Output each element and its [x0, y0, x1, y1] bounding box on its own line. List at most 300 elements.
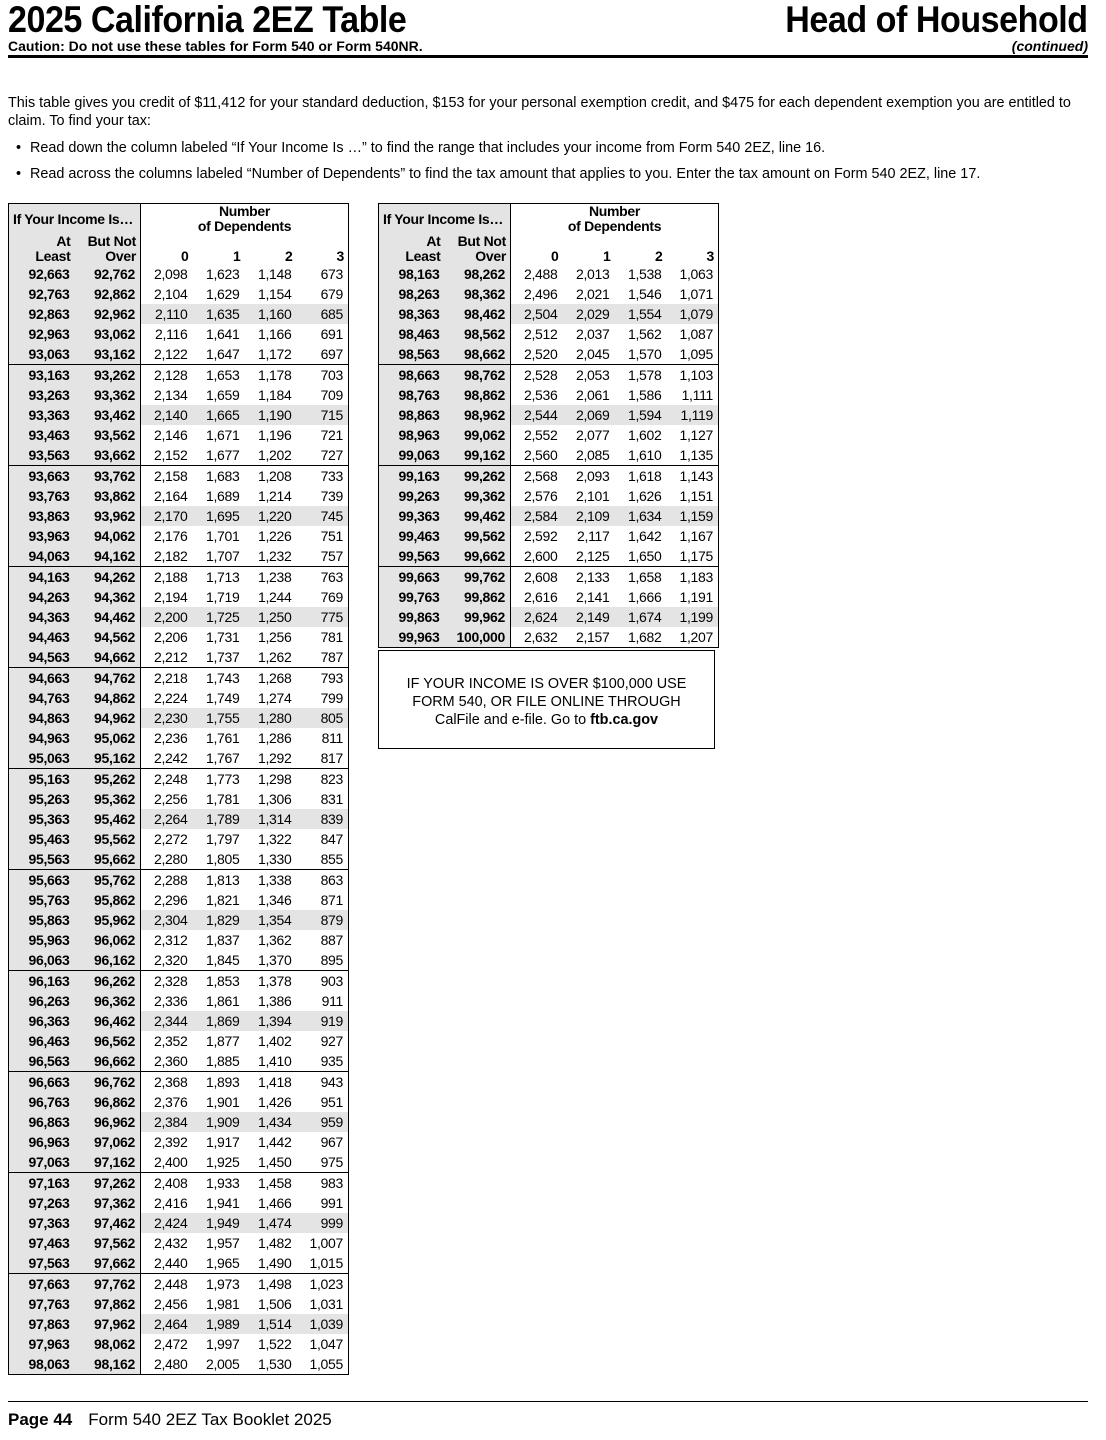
but-not-over-line2: Over	[475, 248, 507, 264]
tax-0-dependents-cell: 2,464	[141, 1314, 193, 1334]
tax-2-dependents-cell: 1,148	[257, 265, 292, 282]
tax-1-dependent-cell: 1,719	[205, 588, 240, 605]
tax-2-dependents-cell: 1,378	[245, 971, 297, 992]
but-not-over-cell: 98,462	[445, 304, 511, 324]
tax-0-dependents-cell: 2,512	[523, 325, 558, 342]
tax-0-dependents-cell: 2,206	[153, 628, 188, 645]
tax-3-dependents-cell: 959	[297, 1112, 349, 1132]
tax-2-dependents-cell: 1,490	[257, 1254, 292, 1271]
tax-2-dependents-cell: 1,466	[257, 1194, 292, 1211]
tax-1-dependent-cell: 1,941	[205, 1194, 240, 1211]
at-least-line2: Least	[35, 248, 71, 264]
but-not-over-cell: 95,462	[75, 809, 141, 829]
table-row	[9, 647, 349, 668]
table-row	[9, 587, 349, 607]
tax-2-dependents-cell: 1,232	[257, 547, 292, 564]
dependents-3-header: 3	[297, 234, 349, 264]
tax-1-dependent-cell: 1,861	[205, 992, 240, 1009]
tax-2-dependents-cell: 1,602	[627, 426, 662, 443]
tax-2-dependents-cell: 1,286	[257, 729, 292, 746]
table-row	[9, 1233, 349, 1253]
tax-0-dependents-cell: 2,242	[153, 749, 188, 766]
tax-1-dependent-cell: 1,641	[205, 325, 240, 342]
tax-2-dependents-cell: 1,442	[257, 1133, 292, 1150]
tax-1-dependent-cell: 2,053	[563, 365, 615, 386]
tax-2-dependents-cell: 1,354	[245, 910, 297, 930]
tax-2-dependents-cell: 1,674	[615, 607, 667, 627]
tax-1-dependent-cell: 1,665	[193, 405, 245, 425]
tax-0-dependents-cell: 2,480	[153, 1355, 188, 1372]
page-footer	[8, 1409, 332, 1431]
tax-3-dependents-cell: 911	[321, 992, 344, 1009]
tax-0-dependents-cell: 2,336	[153, 992, 188, 1009]
tax-1-dependent-cell: 1,701	[205, 527, 240, 544]
at-least-cell: 93,963	[9, 526, 75, 546]
at-least-cell: 96,963	[9, 1132, 75, 1152]
tax-3-dependents-cell: 1,055	[309, 1355, 344, 1372]
tax-3-dependents-cell: 817	[320, 749, 344, 766]
note-line: FORM 540, OR FILE ONLINE THROUGH	[412, 694, 681, 710]
but-not-over-cell: 97,962	[75, 1314, 141, 1334]
but-not-over-cell: 95,062	[75, 728, 141, 748]
tax-1-dependent-cell: 2,109	[563, 506, 615, 526]
table-row	[9, 1011, 349, 1031]
but-not-over-cell: 97,162	[75, 1152, 141, 1173]
tax-3-dependents-cell: 715	[297, 405, 349, 425]
tax-1-dependent-cell: 1,853	[193, 971, 245, 992]
tax-0-dependents-cell: 2,440	[153, 1254, 188, 1271]
tax-1-dependent-cell: 1,781	[205, 790, 240, 807]
bullet-icon: •	[16, 140, 22, 156]
tax-1-dependent-cell: 1,635	[193, 304, 245, 324]
tax-3-dependents-cell: 1,063	[679, 265, 714, 282]
intro-paragraph: This table gives you credit of $11,412 for your standard deduction, $153 for your personal exemption credit, and $475 for each dependent exemption you are entitled to claim. To find your tax:	[8, 95, 1071, 129]
tax-0-dependents-cell: 2,592	[523, 527, 558, 544]
at-least-cell: 92,763	[9, 284, 75, 304]
dependents-2-header: 2	[615, 234, 667, 264]
but-not-over-cell: 99,662	[445, 546, 511, 567]
tax-1-dependent-cell: 1,713	[193, 567, 245, 588]
at-least-cell: 96,663	[9, 1072, 75, 1093]
tax-0-dependents-cell: 2,504	[511, 304, 563, 324]
at-least-cell: 92,863	[9, 304, 75, 324]
tax-3-dependents-cell: 1,087	[679, 325, 714, 342]
tax-3-dependents-cell: 1,143	[667, 466, 719, 487]
tax-1-dependent-cell: 2,005	[205, 1355, 240, 1372]
tax-3-dependents-cell: 919	[297, 1011, 349, 1031]
at-least-cell: 97,163	[9, 1173, 75, 1194]
table-row	[9, 627, 349, 647]
tax-1-dependent-cell: 1,877	[205, 1032, 240, 1049]
tax-0-dependents-cell: 2,304	[141, 910, 193, 930]
but-not-over-cell: 94,762	[75, 668, 141, 689]
tax-1-dependent-cell: 1,653	[193, 365, 245, 386]
bullet-icon: •	[16, 166, 22, 182]
tax-0-dependents-cell: 2,344	[141, 1011, 193, 1031]
tax-1-dependent-cell: 1,767	[205, 749, 240, 766]
tax-2-dependents-cell: 1,166	[257, 325, 292, 342]
at-least-cell: 94,363	[9, 607, 75, 627]
but-not-over-cell: 96,162	[75, 950, 141, 971]
tax-3-dependents-cell: 967	[320, 1133, 344, 1150]
tax-0-dependents-cell: 2,164	[153, 487, 188, 504]
tax-3-dependents-cell: 991	[320, 1194, 344, 1211]
tax-3-dependents-cell: 673	[320, 265, 344, 282]
at-least-cell: 95,763	[9, 890, 75, 910]
table-row	[379, 284, 719, 304]
but-not-over-cell: 99,562	[445, 526, 511, 546]
tax-3-dependents-cell: 769	[320, 588, 344, 605]
at-least-cell: 95,663	[9, 870, 75, 891]
tax-2-dependents-cell: 1,280	[245, 708, 297, 728]
tax-0-dependents-cell: 2,360	[153, 1052, 188, 1069]
dependents-header	[511, 204, 719, 235]
of-dependents-label: of Dependents	[567, 218, 662, 234]
tax-1-dependent-cell: 1,647	[205, 345, 240, 362]
tax-0-dependents-cell: 2,392	[153, 1133, 188, 1150]
at-least-cell: 96,863	[9, 1112, 75, 1132]
table-row	[9, 789, 349, 809]
at-least-cell: 93,763	[9, 486, 75, 506]
tax-2-dependents-cell: 1,578	[615, 365, 667, 386]
tax-1-dependent-cell: 1,677	[205, 446, 240, 463]
but-not-over-cell: 92,762	[75, 264, 141, 284]
but-not-over-cell: 92,862	[75, 284, 141, 304]
table-row	[9, 1152, 349, 1173]
at-least-cell: 97,463	[9, 1233, 75, 1253]
tax-1-dependent-cell: 2,157	[575, 628, 610, 645]
at-least-cell: 98,463	[379, 324, 445, 344]
at-least-cell: 96,463	[9, 1031, 75, 1051]
table-row	[9, 466, 349, 487]
at-least-cell: 94,763	[9, 688, 75, 708]
table-row	[9, 1253, 349, 1274]
tax-1-dependent-cell: 1,949	[193, 1213, 245, 1233]
but-not-over-cell: 93,462	[75, 405, 141, 425]
tax-2-dependents-cell: 1,426	[257, 1093, 292, 1110]
tax-0-dependents-cell: 2,320	[153, 951, 188, 968]
tax-1-dependent-cell: 1,893	[193, 1072, 245, 1093]
at-least-cell: 94,263	[9, 587, 75, 607]
tax-0-dependents-cell: 2,140	[141, 405, 193, 425]
tax-0-dependents-cell: 2,424	[141, 1213, 193, 1233]
at-least-cell: 99,663	[379, 567, 445, 588]
note-line	[379, 711, 714, 729]
tax-2-dependents-cell: 1,322	[257, 830, 292, 847]
tax-0-dependents-cell: 2,416	[153, 1194, 188, 1211]
table-row	[379, 546, 719, 567]
tax-3-dependents-cell: 1,047	[309, 1335, 344, 1352]
tax-0-dependents-cell: 2,616	[523, 588, 558, 605]
tax-0-dependents-cell: 2,264	[141, 809, 193, 829]
but-not-over-cell: 98,862	[445, 385, 511, 405]
table-row	[9, 607, 349, 627]
tax-0-dependents-cell: 2,368	[141, 1072, 193, 1093]
at-least-cell: 98,163	[379, 264, 445, 284]
tax-1-dependent-cell: 1,869	[193, 1011, 245, 1031]
table-row	[9, 870, 349, 891]
tax-1-dependent-cell: 1,821	[205, 891, 240, 908]
at-least-cell: 99,363	[379, 506, 445, 526]
at-least-cell: 98,263	[379, 284, 445, 304]
tax-3-dependents-cell: 697	[320, 345, 344, 362]
tax-0-dependents-cell: 2,544	[511, 405, 563, 425]
at-least-cell: 97,963	[9, 1334, 75, 1354]
table-row	[9, 769, 349, 790]
tax-0-dependents-cell: 2,200	[141, 607, 193, 627]
ftb-website-link[interactable]: ftb.ca.gov	[590, 712, 659, 728]
tax-3-dependents-cell: 811	[321, 729, 344, 746]
at-least-cell: 97,763	[9, 1294, 75, 1314]
tax-3-dependents-cell: 1,207	[679, 628, 714, 645]
tax-2-dependents-cell: 1,594	[615, 405, 667, 425]
but-not-over-cell: 94,562	[75, 627, 141, 647]
tax-3-dependents-cell: 983	[297, 1173, 349, 1194]
tax-2-dependents-cell: 1,642	[627, 527, 662, 544]
tax-1-dependent-cell: 1,989	[193, 1314, 245, 1334]
table-row	[379, 587, 719, 607]
table-row	[9, 1092, 349, 1112]
tax-1-dependent-cell: 2,069	[563, 405, 615, 425]
tax-0-dependents-cell: 2,098	[153, 265, 188, 282]
tax-0-dependents-cell: 2,170	[141, 506, 193, 526]
tax-0-dependents-cell: 2,632	[523, 628, 558, 645]
dependents-0-header: 0	[511, 234, 563, 264]
at-least-cell: 98,563	[379, 344, 445, 365]
tax-1-dependent-cell: 1,773	[193, 769, 245, 790]
but-not-over-line2: Over	[105, 248, 137, 264]
dependents-1-header: 1	[193, 234, 245, 264]
tax-1-dependent-cell: 2,085	[575, 446, 610, 463]
tax-3-dependents-cell: 975	[320, 1153, 344, 1170]
tax-0-dependents-cell: 2,376	[153, 1093, 188, 1110]
tax-0-dependents-cell: 2,576	[523, 487, 558, 504]
tax-2-dependents-cell: 1,618	[615, 466, 667, 487]
table-row	[9, 971, 349, 992]
tax-3-dependents-cell: 1,191	[679, 588, 714, 605]
tax-2-dependents-cell: 1,666	[627, 588, 662, 605]
table-row	[379, 627, 719, 648]
tax-1-dependent-cell: 1,629	[205, 285, 240, 302]
tax-3-dependents-cell: 887	[320, 931, 344, 948]
but-not-over-cell: 97,362	[75, 1193, 141, 1213]
tax-1-dependent-cell: 1,789	[193, 809, 245, 829]
tax-0-dependents-cell: 2,296	[153, 891, 188, 908]
at-least-cell: 93,563	[9, 445, 75, 466]
tax-0-dependents-cell: 2,104	[153, 285, 188, 302]
tax-1-dependent-cell: 2,061	[575, 386, 610, 403]
but-not-over-cell: 94,062	[75, 526, 141, 546]
tax-2-dependents-cell: 1,196	[257, 426, 292, 443]
but-not-over-cell: 99,162	[445, 445, 511, 466]
tax-0-dependents-cell: 2,496	[523, 285, 558, 302]
at-least-cell: 97,363	[9, 1213, 75, 1233]
tax-2-dependents-cell: 1,262	[257, 648, 292, 665]
tax-2-dependents-cell: 1,214	[257, 487, 292, 504]
table-row	[9, 324, 349, 344]
tax-3-dependents-cell: 943	[297, 1072, 349, 1093]
tax-1-dependent-cell: 1,925	[205, 1153, 240, 1170]
at-least-header	[9, 234, 75, 264]
but-not-over-cell: 95,362	[75, 789, 141, 809]
tax-2-dependents-cell: 1,330	[257, 850, 292, 867]
tax-1-dependent-cell: 1,829	[193, 910, 245, 930]
at-least-cell: 99,263	[379, 486, 445, 506]
but-not-over-cell: 98,162	[75, 1354, 141, 1375]
tax-0-dependents-cell: 2,280	[153, 850, 188, 867]
number-label: Number	[588, 203, 641, 219]
tax-0-dependents-cell: 2,288	[141, 870, 193, 891]
tax-2-dependents-cell: 1,610	[627, 446, 662, 463]
tax-3-dependents-cell: 721	[320, 426, 344, 443]
tax-3-dependents-cell: 831	[320, 790, 344, 807]
table-row	[9, 728, 349, 748]
but-not-over-cell: 98,962	[445, 405, 511, 425]
at-least-cell: 97,863	[9, 1314, 75, 1334]
table-row	[9, 486, 349, 506]
tax-2-dependents-cell: 1,202	[257, 446, 292, 463]
tax-2-dependents-cell: 1,682	[627, 628, 662, 645]
tax-2-dependents-cell: 1,274	[257, 689, 292, 706]
tax-2-dependents-cell: 1,546	[627, 285, 662, 302]
table-row	[9, 567, 349, 588]
table-row	[9, 910, 349, 930]
at-least-cell: 93,363	[9, 405, 75, 425]
tax-3-dependents-cell: 679	[320, 285, 344, 302]
tax-1-dependent-cell: 1,813	[193, 870, 245, 891]
at-least-cell: 98,963	[379, 425, 445, 445]
table-row	[379, 567, 719, 588]
tax-3-dependents-cell: 1,111	[681, 386, 714, 403]
dependents-0-header: 0	[141, 234, 193, 264]
tax-0-dependents-cell: 2,624	[511, 607, 563, 627]
tax-2-dependents-cell: 1,190	[245, 405, 297, 425]
tax-1-dependent-cell: 2,149	[563, 607, 615, 627]
but-not-over-cell: 94,862	[75, 688, 141, 708]
but-not-over-line1: But Not	[457, 233, 507, 249]
but-not-over-cell: 93,962	[75, 506, 141, 526]
table-row	[9, 890, 349, 910]
at-least-cell: 99,863	[379, 607, 445, 627]
tax-3-dependents-cell: 895	[320, 951, 344, 968]
tax-1-dependent-cell: 2,021	[575, 285, 610, 302]
tax-0-dependents-cell: 2,224	[153, 689, 188, 706]
tax-3-dependents-cell: 1,127	[679, 426, 714, 443]
tax-2-dependents-cell: 1,244	[257, 588, 292, 605]
but-not-over-cell: 94,362	[75, 587, 141, 607]
table-row	[9, 425, 349, 445]
tax-0-dependents-cell: 2,272	[153, 830, 188, 847]
tax-3-dependents-cell: 703	[297, 365, 349, 386]
at-least-cell: 95,163	[9, 769, 75, 790]
table-row	[9, 1314, 349, 1334]
at-least-cell: 97,563	[9, 1253, 75, 1274]
but-not-over-cell: 96,662	[75, 1051, 141, 1072]
at-least-cell: 98,363	[379, 304, 445, 324]
tax-2-dependents-cell: 1,298	[245, 769, 297, 790]
if-income-header: If Your Income Is…	[9, 204, 141, 235]
but-not-over-cell: 98,262	[445, 264, 511, 284]
at-least-cell: 95,063	[9, 748, 75, 769]
instruction-bullet	[16, 139, 825, 157]
tax-3-dependents-cell: 757	[320, 547, 344, 564]
tax-0-dependents-cell: 2,352	[153, 1032, 188, 1049]
at-least-cell: 93,163	[9, 365, 75, 386]
table-row	[9, 1173, 349, 1194]
but-not-over-cell: 94,262	[75, 567, 141, 588]
tax-1-dependent-cell: 1,737	[205, 648, 240, 665]
tax-1-dependent-cell: 1,901	[205, 1093, 240, 1110]
tax-1-dependent-cell: 2,141	[575, 588, 610, 605]
table-row	[379, 486, 719, 506]
tax-2-dependents-cell: 1,458	[245, 1173, 297, 1194]
tax-2-dependents-cell: 1,250	[245, 607, 297, 627]
table-row	[9, 1132, 349, 1152]
but-not-over-cell: 96,262	[75, 971, 141, 992]
table-row	[9, 991, 349, 1011]
tax-3-dependents-cell: 879	[297, 910, 349, 930]
tax-3-dependents-cell: 1,135	[679, 446, 714, 463]
tax-3-dependents-cell: 847	[320, 830, 344, 847]
but-not-over-cell: 97,562	[75, 1233, 141, 1253]
tax-3-dependents-cell: 1,119	[667, 405, 719, 425]
tax-1-dependent-cell: 1,671	[205, 426, 240, 443]
but-not-over-cell: 98,662	[445, 344, 511, 365]
but-not-over-cell: 96,962	[75, 1112, 141, 1132]
tax-2-dependents-cell: 1,386	[257, 992, 292, 1009]
but-not-over-cell: 100,000	[445, 627, 511, 648]
but-not-over-cell: 93,262	[75, 365, 141, 386]
tax-2-dependents-cell: 1,268	[245, 668, 297, 689]
tax-3-dependents-cell: 709	[320, 386, 344, 403]
table-row	[379, 466, 719, 487]
tax-3-dependents-cell: 805	[297, 708, 349, 728]
tax-1-dependent-cell: 1,845	[205, 951, 240, 968]
tax-1-dependent-cell: 2,013	[575, 265, 610, 282]
tax-2-dependents-cell: 1,482	[257, 1234, 292, 1251]
number-label: Number	[218, 203, 271, 219]
tax-3-dependents-cell: 1,151	[679, 487, 714, 504]
but-not-over-cell: 93,162	[75, 344, 141, 365]
table-row	[379, 324, 719, 344]
tax-1-dependent-cell: 1,805	[205, 850, 240, 867]
tax-2-dependents-cell: 1,362	[257, 931, 292, 948]
tax-0-dependents-cell: 2,236	[153, 729, 188, 746]
tax-3-dependents-cell: 763	[297, 567, 349, 588]
but-not-over-cell: 98,762	[445, 365, 511, 386]
table-row	[9, 849, 349, 870]
tax-0-dependents-cell: 2,230	[141, 708, 193, 728]
tax-3-dependents-cell: 863	[297, 870, 349, 891]
tax-3-dependents-cell: 745	[297, 506, 349, 526]
tax-2-dependents-cell: 1,306	[257, 790, 292, 807]
at-least-cell: 93,463	[9, 425, 75, 445]
tax-2-dependents-cell: 1,562	[627, 325, 662, 342]
but-not-over-cell: 98,562	[445, 324, 511, 344]
tax-2-dependents-cell: 1,554	[615, 304, 667, 324]
tax-1-dependent-cell: 2,133	[563, 567, 615, 588]
table-row	[9, 284, 349, 304]
but-not-over-cell: 97,062	[75, 1132, 141, 1152]
at-least-cell: 94,463	[9, 627, 75, 647]
but-not-over-cell: 93,362	[75, 385, 141, 405]
tax-3-dependents-cell: 1,007	[309, 1234, 344, 1251]
tax-0-dependents-cell: 2,408	[141, 1173, 193, 1194]
at-least-header	[379, 234, 445, 264]
tax-2-dependents-cell: 1,658	[615, 567, 667, 588]
tax-1-dependent-cell: 1,749	[205, 689, 240, 706]
but-not-over-cell: 94,162	[75, 546, 141, 567]
